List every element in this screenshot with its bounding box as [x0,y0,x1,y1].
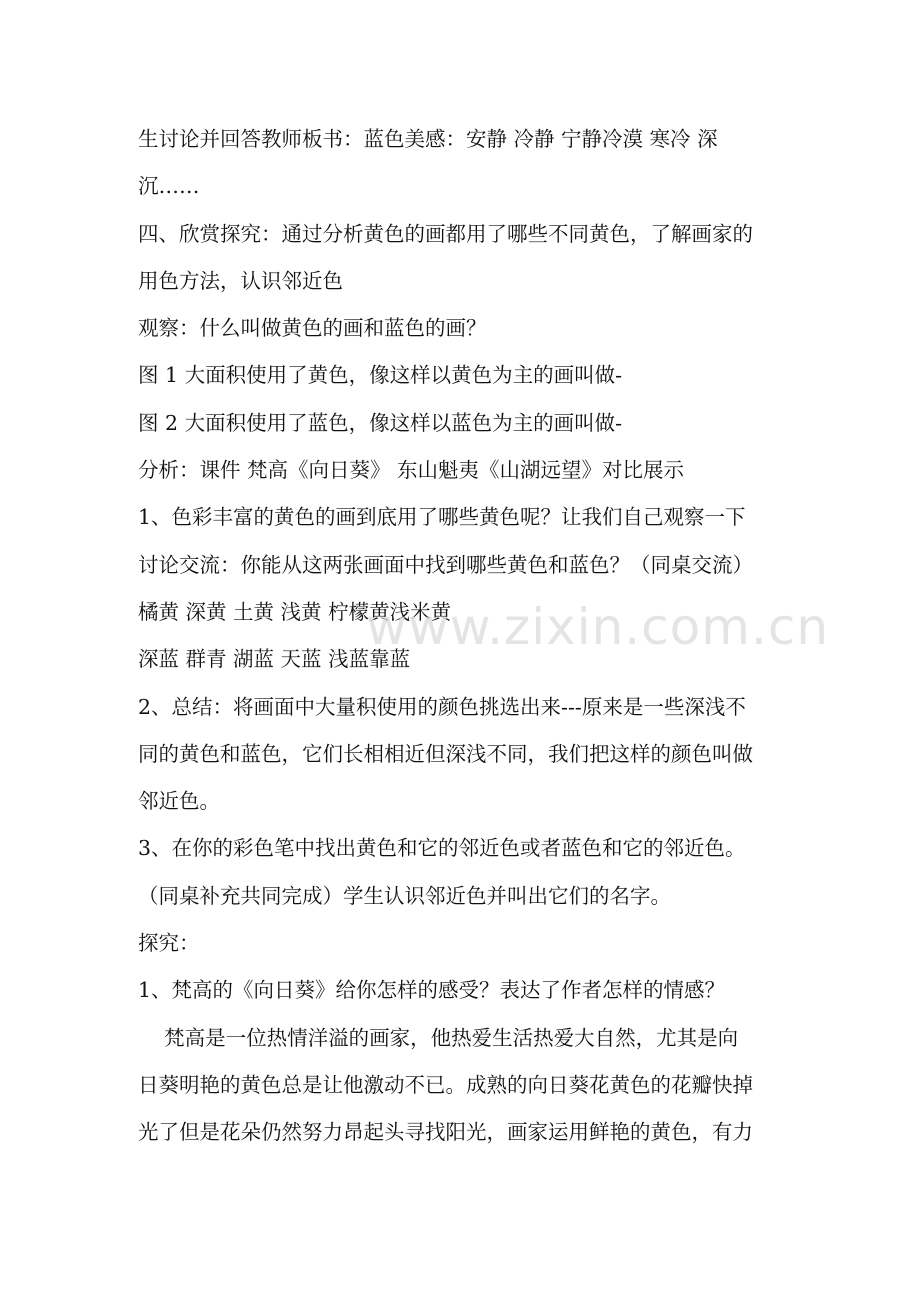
text-line: 探究： [138,931,200,956]
text-line: （同桌补充共同完成）学生认识邻近色并叫出它们的名字。 [138,883,671,908]
list-item: 3、在你的彩色笔中找出黄色和它的邻近色或者蓝色和它的邻近色。 [138,836,746,861]
text-line: 邻近色。 [138,789,220,814]
text-line: 观察：什么叫做黄色的画和蓝色的画？ [138,316,487,341]
text-line: 分析：课件 梵高《向日葵》 东山魁夷《山湖远望》对比展示 [138,458,685,483]
paragraph-line: 日葵明艳的黄色总是让他激动不已。成熟的向日葵花黄色的花瓣快掉 [138,1072,753,1097]
section-heading: 四、欣赏探究：通过分析黄色的画都用了哪些不同黄色，了解画家的 [138,221,753,246]
yellow-color-list: 橘黄 深黄 土黄 浅黄 柠檬黄浅米黄 [138,599,452,624]
list-item: 1、梵高的《向日葵》给你怎样的感受？表达了作者怎样的情感？ [138,978,726,1003]
list-item: 2、总结：将画面中大量积使用的颜色挑选出来---原来是一些深浅不 [138,694,746,719]
text-line: 生讨论并回答教师板书：蓝色美感：安静 冷静 宁静冷漠 寒冷 深 [138,127,718,151]
text-line: 用色方法，认识邻近色 [138,268,343,293]
paragraph-line: 光了但是花朵仍然努力昂起头寻找阳光，画家运用鲜艳的黄色，有力 [138,1120,753,1145]
text-line: 讨论交流：你能从这两张画面中找到哪些黄色和蓝色？（同桌交流） [138,552,753,577]
list-item: 1、色彩丰富的黄色的画到底用了哪些黄色呢？让我们自己观察一下 [138,505,746,530]
watermark: www.zixin.com.cn [366,598,830,656]
text-line: 沉…… [138,174,200,199]
text-line: 图 1 大面积使用了黄色，像这样以黄色为主的画叫做- [138,363,623,388]
document-body [138,116,788,1157]
blue-color-list: 深蓝 群青 湖蓝 天蓝 浅蓝靠蓝 [138,647,411,672]
text-line: 同的黄色和蓝色，它们长相相近但深浅不同，我们把这样的颜色叫做 [138,741,753,766]
paragraph-line: 梵高是一位热情洋溢的画家，他热爱生活热爱大自然，尤其是向 [138,1025,739,1050]
text-line: 图 2 大面积使用了蓝色，像这样以蓝色为主的画叫做- [138,410,623,435]
